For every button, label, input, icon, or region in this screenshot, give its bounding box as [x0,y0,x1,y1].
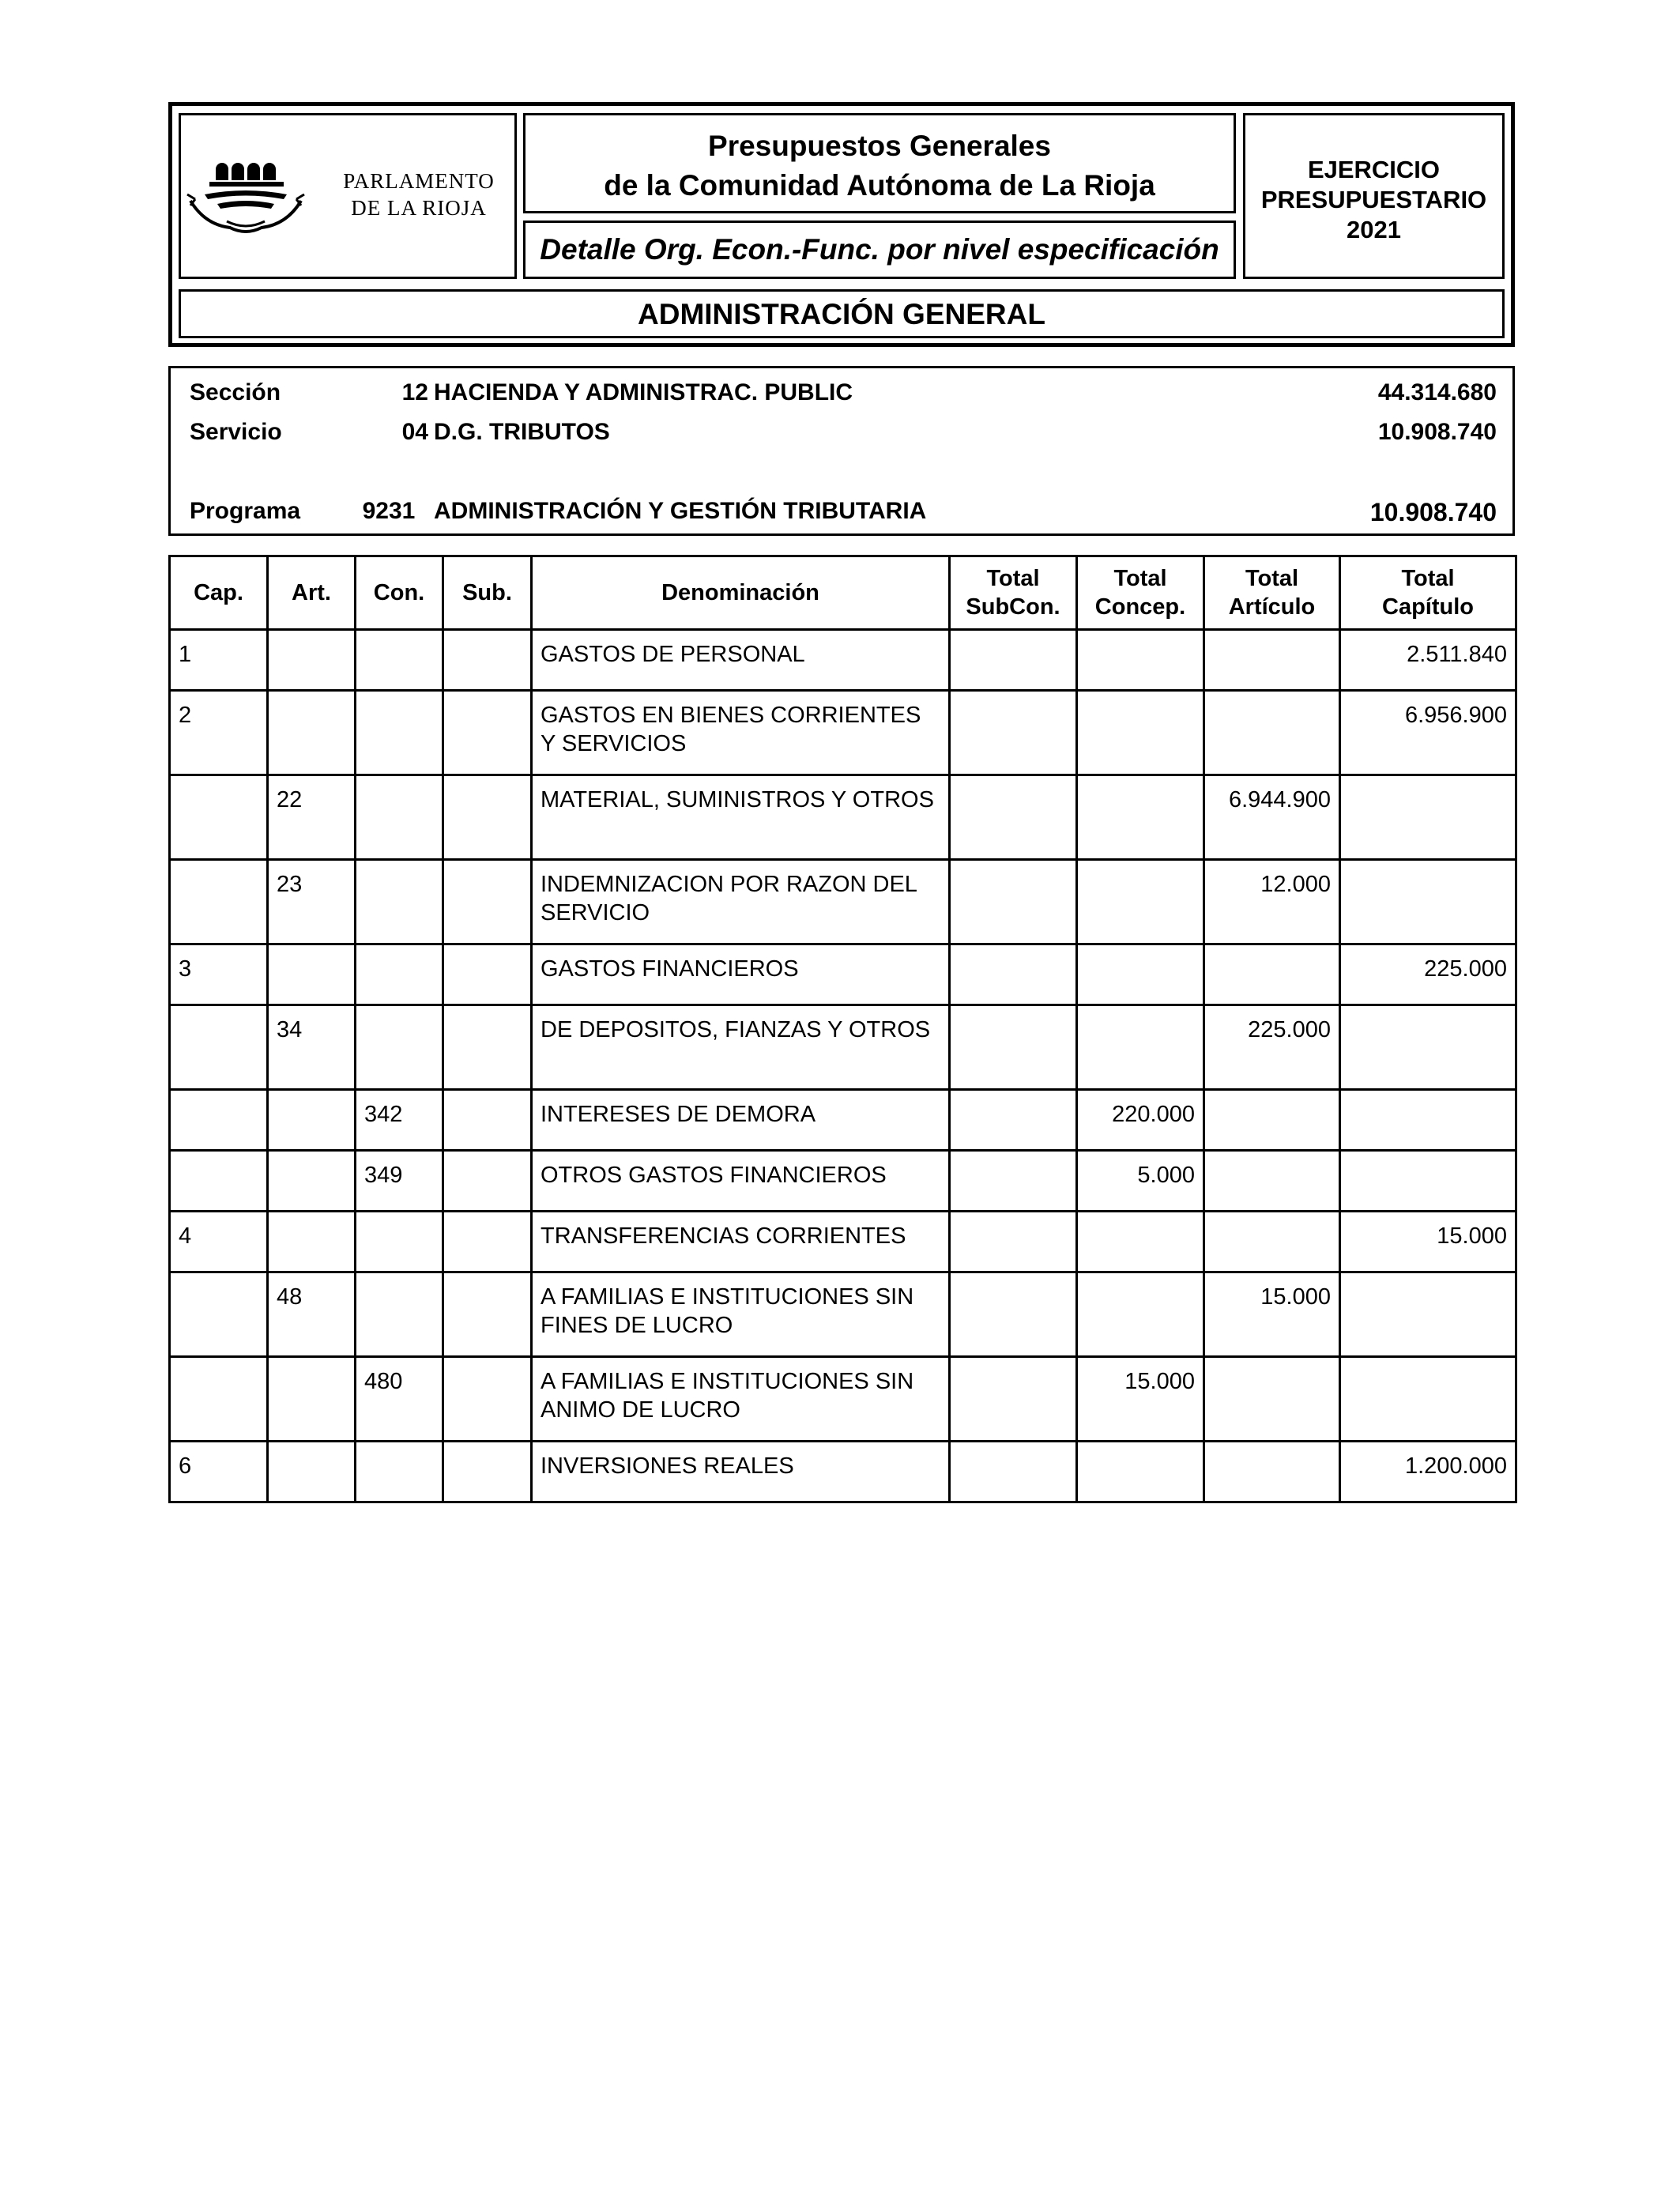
col-header-articulo [1204,556,1340,630]
cell-denominacion: OTROS GASTOS FINANCIEROS [532,1151,950,1212]
programa-name: ADMINISTRACIÓN Y GESTIÓN TRIBUTARIA [434,498,927,524]
seccion-code: 12 [401,379,428,405]
cell-capitulo [1340,1005,1516,1090]
cell-concep [1077,691,1204,775]
cell-art [268,691,356,775]
cell-sub [443,1442,532,1502]
fiscal-year-box [1243,113,1505,279]
cell-denominacion: INVERSIONES REALES [532,1442,950,1502]
title-line2: de la Comunidad Autónoma de La Rioja [604,169,1155,202]
cell-art [268,944,356,1005]
table-row [170,1005,1516,1090]
cell-subcon [950,1151,1077,1212]
cell-concep: 5.000 [1077,1151,1204,1212]
cell-sub [443,691,532,775]
cell-articulo: 225.000 [1204,1005,1340,1090]
presupuestario-label: PRESUPUESTARIO [1260,186,1487,213]
cell-denominacion: TRANSFERENCIAS CORRIENTES [532,1212,950,1272]
cell-articulo: 12.000 [1204,860,1340,944]
col-header-cap: Cap. [170,556,268,630]
col-header-capitulo-line1: Total [1401,566,1455,591]
cell-concep [1077,1272,1204,1357]
col-header-concep [1077,556,1204,630]
table-row [170,1151,1516,1212]
cell-capitulo: 2.511.840 [1340,630,1516,691]
cell-concep [1077,860,1204,944]
cell-cap [170,775,268,860]
cell-con [356,944,443,1005]
cell-capitulo [1340,1272,1516,1357]
logo-line2: DE LA RIOJA [351,196,487,220]
table-row [170,630,1516,691]
cell-denominacion: DE DEPOSITOS, FIANZAS Y OTROS [532,1005,950,1090]
cell-cap [170,860,268,944]
cell-subcon [950,1005,1077,1090]
cell-sub [443,630,532,691]
programa-code: 9231 [362,498,416,524]
cell-capitulo: 15.000 [1340,1212,1516,1272]
servicio-code: 04 [401,419,428,445]
cell-art: 34 [268,1005,356,1090]
cell-articulo [1204,1151,1340,1212]
cell-sub [443,1357,532,1442]
table-row [170,860,1516,944]
col-header-subcon-line2: SubCon. [966,594,1060,620]
cell-sub [443,1151,532,1212]
program-summary [168,366,1515,536]
table-header-row [170,556,1516,630]
cell-capitulo: 1.200.000 [1340,1442,1516,1502]
cell-sub [443,1090,532,1151]
cell-con [356,775,443,860]
cell-con [356,1005,443,1090]
cell-art [268,1442,356,1502]
cell-sub [443,1272,532,1357]
cell-cap: 6 [170,1442,268,1502]
table-row [170,944,1516,1005]
cell-articulo: 6.944.900 [1204,775,1340,860]
cell-cap [170,1005,268,1090]
parliament-emblem-icon [186,149,320,243]
logo-box [179,113,517,279]
cell-concep: 15.000 [1077,1357,1204,1442]
cell-denominacion: A FAMILIAS E INSTITUCIONES SIN ANIMO DE LUCRO [532,1357,950,1442]
table-row [170,1212,1516,1272]
programa-amount: 10.908.740 [1369,498,1497,526]
servicio-label: Servicio [190,419,282,445]
cell-articulo: 15.000 [1204,1272,1340,1357]
cell-capitulo [1340,775,1516,860]
table-row [170,1357,1516,1442]
cell-con: 349 [356,1151,443,1212]
cell-con: 480 [356,1357,443,1442]
seccion-amount: 44.314.680 [1377,379,1497,405]
cell-concep [1077,1212,1204,1272]
cell-cap: 2 [170,691,268,775]
cell-cap [170,1090,268,1151]
cell-sub [443,1212,532,1272]
cell-capitulo [1340,1090,1516,1151]
cell-con [356,1442,443,1502]
cell-sub [443,775,532,860]
cell-capitulo: 6.956.900 [1340,691,1516,775]
cell-articulo [1204,691,1340,775]
cell-art: 48 [268,1272,356,1357]
table-row [170,691,1516,775]
cell-cap: 3 [170,944,268,1005]
cell-denominacion: MATERIAL, SUMINISTROS Y OTROS [532,775,950,860]
cell-sub [443,944,532,1005]
administration-title: ADMINISTRACIÓN GENERAL [179,289,1505,338]
col-header-capitulo-line2: Capítulo [1382,594,1474,620]
col-header-art: Art. [268,556,356,630]
servicio-name: D.G. TRIBUTOS [434,419,610,445]
ejercicio-label: EJERCICIO [1307,156,1441,183]
cell-concep [1077,1442,1204,1502]
col-header-con: Con. [356,556,443,630]
cell-con [356,691,443,775]
budget-table [168,555,1517,1503]
cell-denominacion: GASTOS DE PERSONAL [532,630,950,691]
col-header-capitulo [1340,556,1516,630]
cell-capitulo [1340,1357,1516,1442]
cell-subcon [950,944,1077,1005]
cell-cap: 1 [170,630,268,691]
cell-subcon [950,1442,1077,1502]
table-row [170,775,1516,860]
col-header-denominacion: Denominación [532,556,950,630]
cell-concep [1077,944,1204,1005]
col-header-subcon [950,556,1077,630]
cell-sub [443,860,532,944]
cell-art [268,630,356,691]
cell-subcon [950,630,1077,691]
cell-denominacion: GASTOS FINANCIEROS [532,944,950,1005]
cell-subcon [950,1357,1077,1442]
cell-art: 23 [268,860,356,944]
cell-capitulo: 225.000 [1340,944,1516,1005]
col-header-articulo-line2: Artículo [1228,594,1316,620]
cell-articulo [1204,630,1340,691]
table-row [170,1272,1516,1357]
document-title [523,113,1236,213]
col-header-articulo-line1: Total [1245,566,1299,591]
cell-articulo [1204,1442,1340,1502]
cell-subcon [950,775,1077,860]
cell-cap [170,1357,268,1442]
cell-articulo [1204,944,1340,1005]
col-header-concep-line1: Total [1113,566,1167,591]
cell-subcon [950,691,1077,775]
cell-con [356,630,443,691]
fiscal-year: 2021 [1347,216,1401,243]
cell-art [268,1090,356,1151]
cell-con [356,1212,443,1272]
logo-line1: PARLAMENTO [343,169,495,193]
seccion-label: Sección [190,379,281,405]
seccion-name: HACIENDA Y ADMINISTRAC. PUBLIC [434,379,853,405]
servicio-amount: 10.908.740 [1377,419,1497,445]
cell-subcon [950,860,1077,944]
cell-denominacion: INTERESES DE DEMORA [532,1090,950,1151]
cell-concep [1077,775,1204,860]
cell-cap [170,1151,268,1212]
cell-capitulo [1340,1151,1516,1212]
programa-label: Programa [190,498,301,524]
cell-articulo [1204,1090,1340,1151]
cell-denominacion: INDEMNIZACION POR RAZON DEL SERVICIO [532,860,950,944]
document-subtitle: Detalle Org. Econ.-Func. por nivel especificación [523,221,1236,279]
col-header-sub: Sub. [443,556,532,630]
cell-sub [443,1005,532,1090]
cell-art [268,1212,356,1272]
cell-cap: 4 [170,1212,268,1272]
logo-text [328,168,510,221]
cell-capitulo [1340,860,1516,944]
col-header-concep-line2: Concep. [1094,594,1186,620]
cell-concep [1077,1005,1204,1090]
cell-con [356,860,443,944]
cell-denominacion: GASTOS EN BIENES CORRIENTES Y SERVICIOS [532,691,950,775]
cell-con [356,1272,443,1357]
cell-art: 22 [268,775,356,860]
table-row [170,1442,1516,1502]
title-line1: Presupuestos Generales [708,130,1051,162]
cell-concep: 220.000 [1077,1090,1204,1151]
cell-subcon [950,1272,1077,1357]
cell-articulo [1204,1357,1340,1442]
col-header-subcon-line1: Total [986,566,1040,591]
cell-subcon [950,1212,1077,1272]
cell-articulo [1204,1212,1340,1272]
cell-denominacion: A FAMILIAS E INSTITUCIONES SIN FINES DE LUCRO [532,1272,950,1357]
cell-concep [1077,630,1204,691]
cell-cap [170,1272,268,1357]
cell-art [268,1151,356,1212]
cell-con: 342 [356,1090,443,1151]
cell-subcon [950,1090,1077,1151]
table-row [170,1090,1516,1151]
cell-art [268,1357,356,1442]
